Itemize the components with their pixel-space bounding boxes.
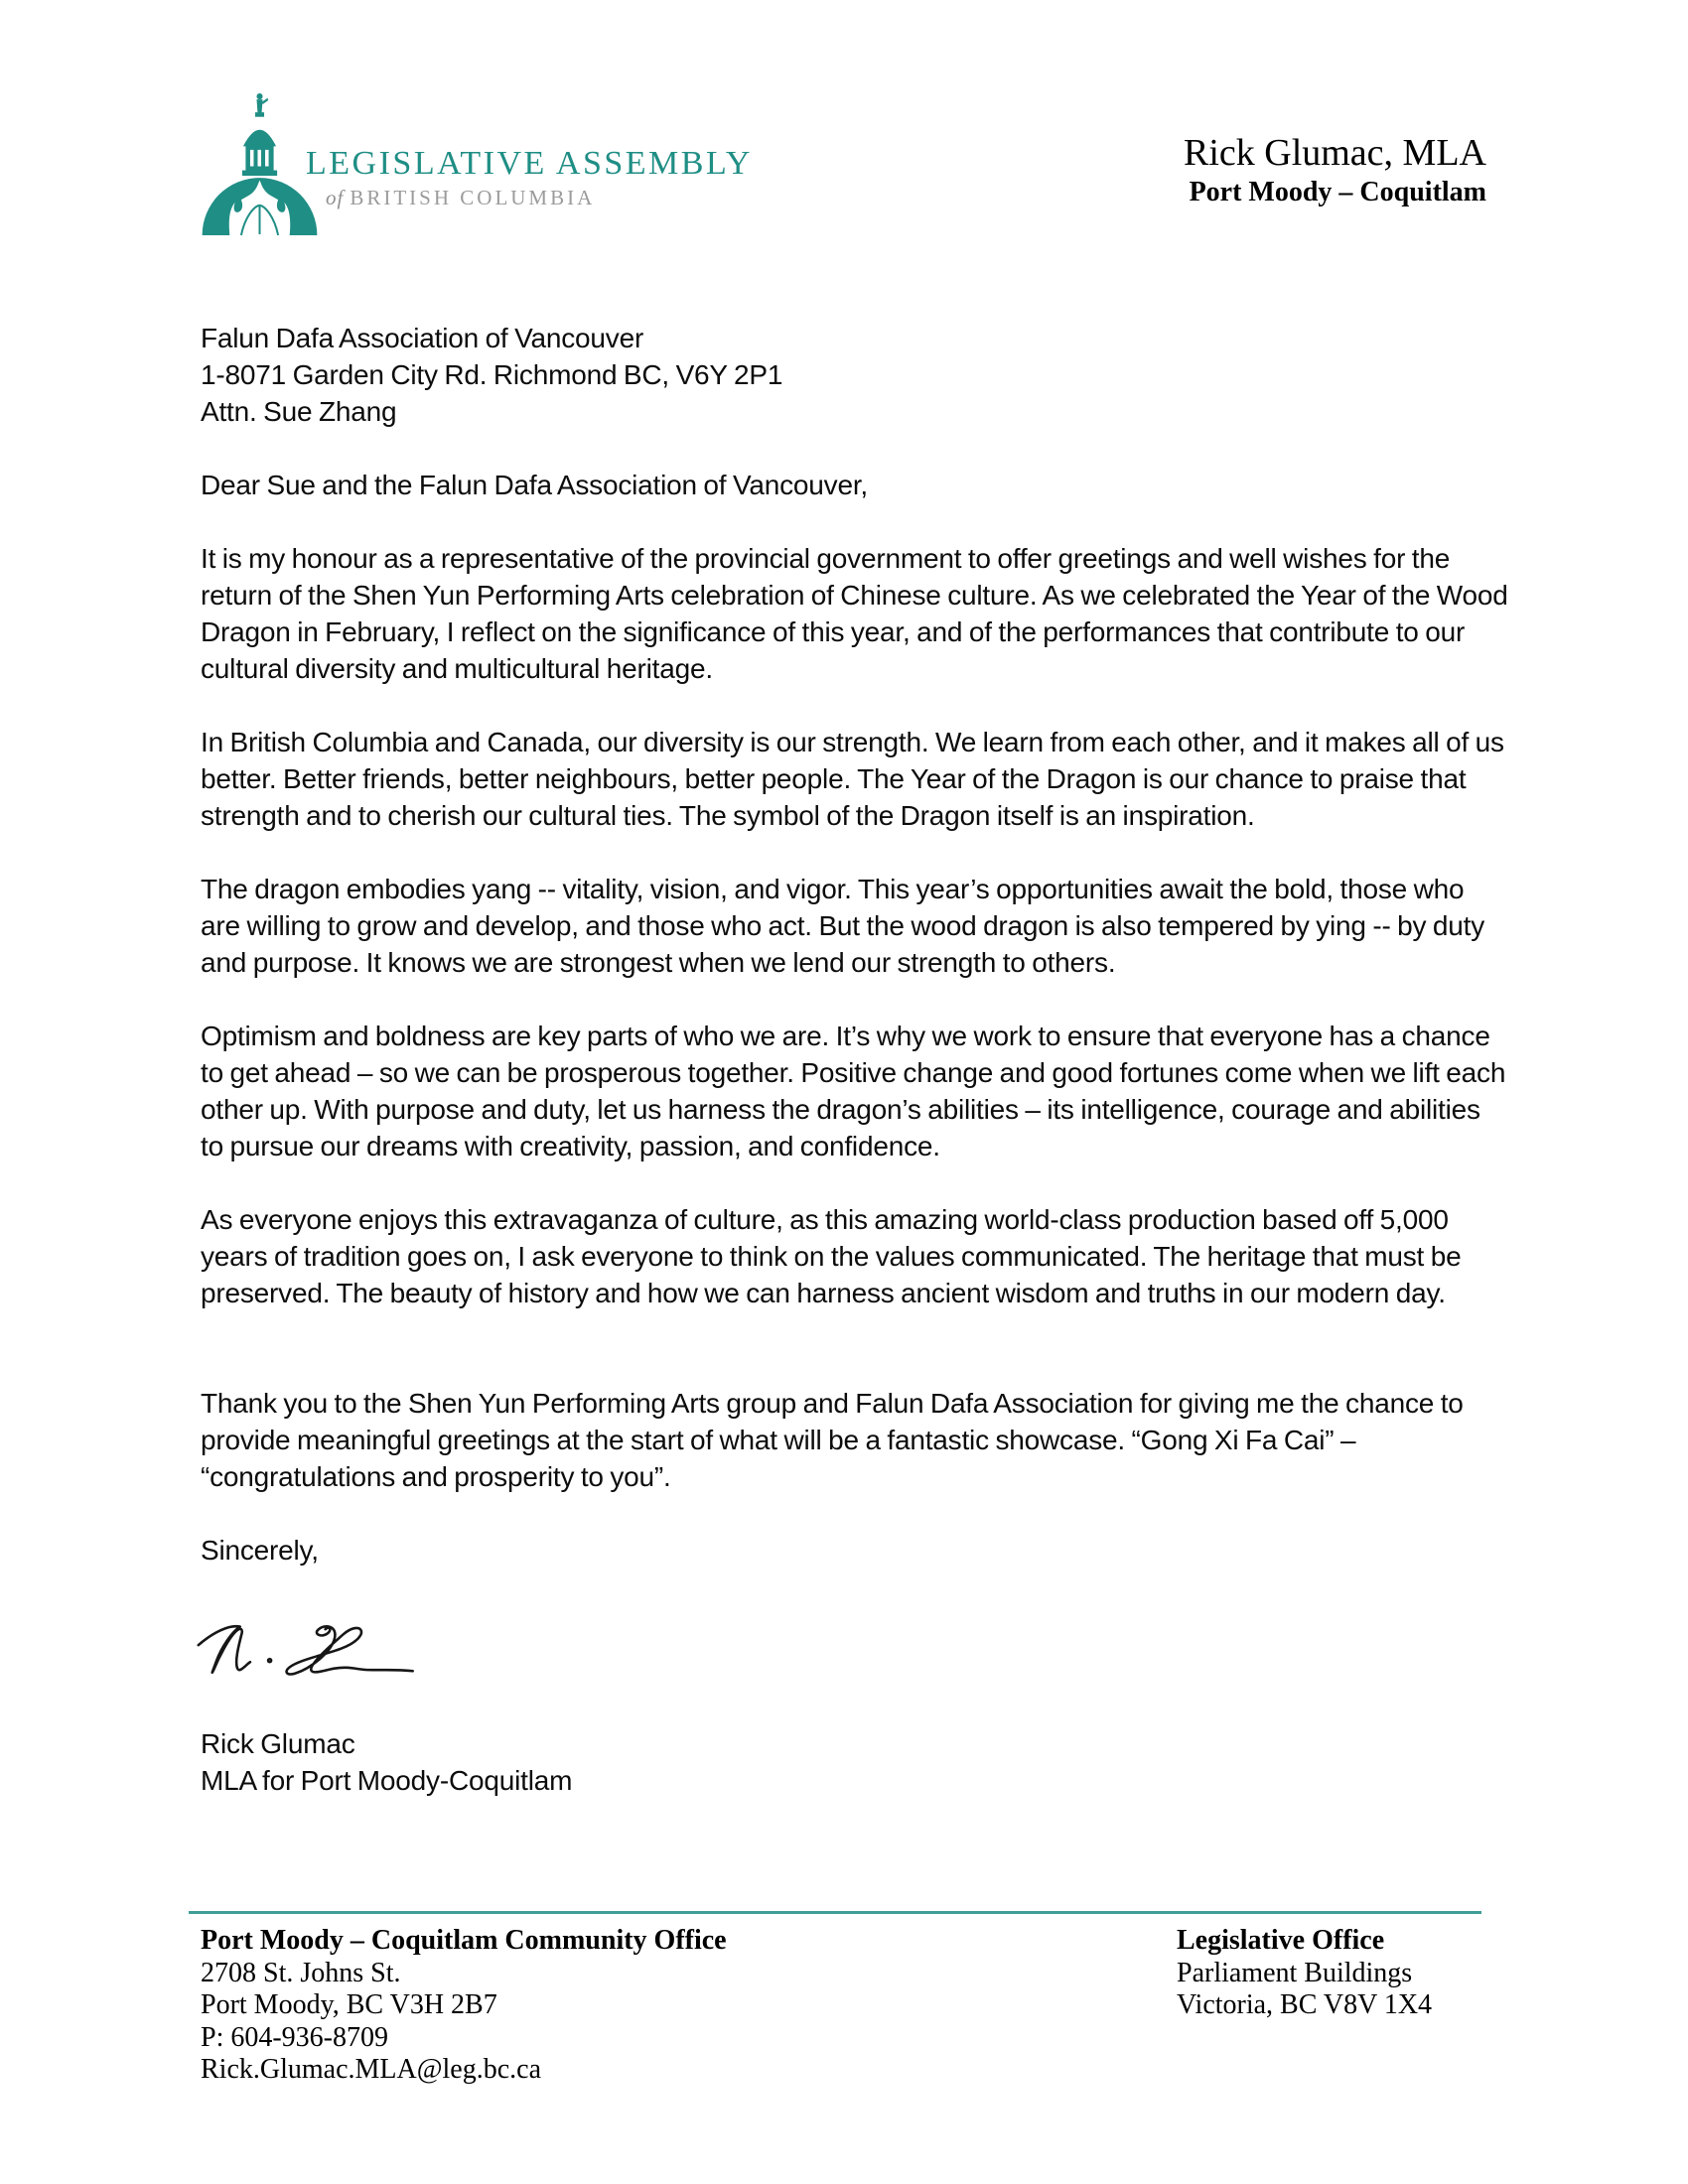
body-paragraph: It is my honour as a representative of the provincial government to offer greetings and well wishes for the return of the Shen Yun Performing Arts celebration of Chinese culture. As we celebrated the Year of the Wood Dragon in February, I reflect on the significance of this year, and of the performances that contribute to our cultural diversity and multicultural heritage.: [201, 543, 1508, 684]
footer-community-office-title: Port Moody – Coquitlam Community Office: [201, 1925, 727, 1956]
logo-subtitle-of: of: [326, 186, 345, 209]
footer-address-line: Port Moody, BC V3H 2B7: [201, 1989, 497, 2020]
footer-email: Rick.Glumac.MLA@leg.bc.ca: [201, 2054, 542, 2085]
footer-divider-line: [189, 1911, 1481, 1914]
footer-community-office: [201, 1925, 727, 2087]
body-paragraph: Optimism and boldness are key parts of who we are. It’s why we work to ensure that everyone has a chance to get ahead – so we can be prosperous together. Positive change and good fortunes come when we lift each other up. With purpose and duty, let us harness the dragon’s abilities – its intelligence, courage and abilities to pursue our dreams with creativity, passion, and confidence.: [201, 1021, 1506, 1161]
logo-subtitle-text: BRITISH COLUMBIA: [350, 186, 596, 209]
body-paragraph: The dragon embodies yang -- vitality, vision, and vigor. This year’s opportunities await the bold, those who are willing to grow and develop, and those who act. But the wood dragon is also tempered by ying -- by duty and purpose. It knows we are strongest when we lend our strength to others.: [201, 874, 1485, 978]
footer-legislative-office-title: Legislative Office: [1177, 1925, 1385, 1956]
member-name: Rick Glumac, MLA: [1183, 132, 1486, 174]
recipient-address-block: [201, 320, 1511, 430]
body-paragraph: In British Columbia and Canada, our diversity is our strength. We learn from each other, and it makes all of us better. Better friends, better neighbours, better people. The Year of the Dragon is our chance to praise that strength and to cherish our cultural ties. The symbol of the Dragon itself is an inspiration.: [201, 727, 1504, 831]
member-identity-block: [1184, 131, 1486, 208]
valediction: Sincerely,: [201, 1535, 319, 1566]
recipient-line: Attn. Sue Zhang: [201, 396, 397, 427]
logo-title: LEGISLATIVE ASSEMBLY: [306, 145, 753, 182]
footer-address-line: 2708 St. Johns St.: [201, 1957, 401, 1988]
recipient-line: Falun Dafa Association of Vancouver: [201, 323, 644, 353]
body-paragraph: As everyone enjoys this extravaganza of culture, as this amazing world-class production based off 5,000 years of tradition goes on, I ask everyone to think on the values communicated. The heritage that must be preserved. The beauty of history and how we can harness ancient wisdom and truths in our modern day.: [201, 1204, 1462, 1308]
footer-legislative-office: [1177, 1925, 1432, 2022]
footer-address-line: Victoria, BC V8V 1X4: [1177, 1989, 1433, 2020]
recipient-line: 1-8071 Garden City Rd. Richmond BC, V6Y 2P1: [201, 359, 783, 390]
footer-address-line: Parliament Buildings: [1177, 1957, 1413, 1988]
logo-subtitle: [326, 187, 753, 208]
bc-legislative-assembly-logo-icon: [197, 85, 323, 240]
footer-phone: P: 604-936-8709: [201, 2021, 388, 2053]
logo-wordmark: [306, 147, 753, 208]
body-paragraph: Thank you to the Shen Yun Performing Arts group and Falun Dafa Association for giving me the chance to provide meaningful greetings at the start of what will be a fantastic showcase. “Gong Xi Fa Cai” – “congratulations and prosperity to you”.: [201, 1388, 1464, 1492]
member-riding: Port Moody – Coquitlam: [1189, 177, 1486, 207]
handwritten-signature: [191, 1600, 498, 1709]
salutation: Dear Sue and the Falun Dafa Association of Vancouver,: [201, 470, 868, 500]
signature-block: [201, 1725, 572, 1799]
signer-title: MLA for Port Moody-Coquitlam: [201, 1765, 573, 1796]
signer-name: Rick Glumac: [201, 1728, 355, 1759]
